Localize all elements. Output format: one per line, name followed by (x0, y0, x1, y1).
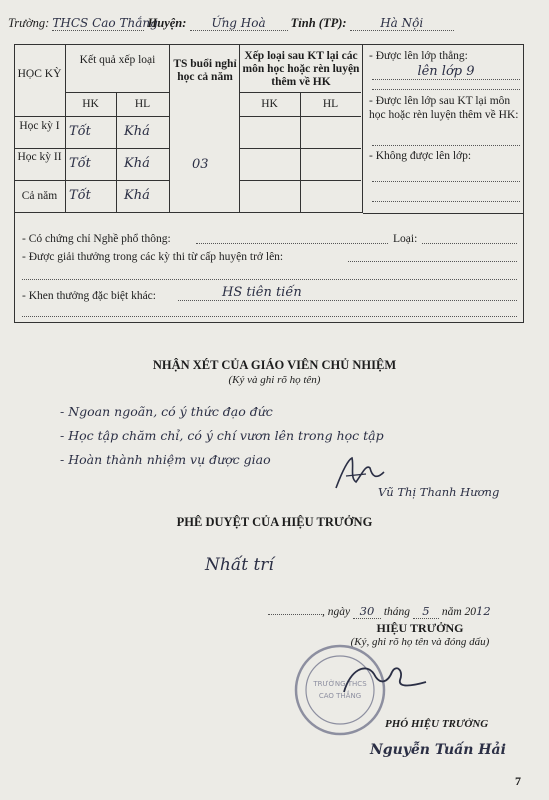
principal-section-title: PHÊ DUYỆT CỦA HIỆU TRƯỞNG (176, 515, 373, 529)
header-hl: HL (134, 98, 151, 110)
row-label: Cả năm (21, 190, 58, 202)
month-label: tháng (383, 606, 411, 618)
school-label: Trường: (8, 16, 50, 30)
dotted-line (196, 242, 388, 244)
grade-table (14, 44, 363, 213)
row-label: Học kỳ I (19, 120, 60, 132)
approval-text: Nhất trí (205, 555, 274, 575)
certificate-type-label: Loại: (393, 233, 418, 245)
header-xeploai-sau: Xếp loại sau KT lại các môn học hoặc rèn luyện thêm về HK (242, 50, 360, 88)
special-award-label: - Khen thưởng đặc biệt khác: (22, 290, 156, 302)
date-line (268, 604, 491, 619)
row-label: Học kỳ II (17, 151, 62, 163)
dotted-line (372, 88, 520, 90)
page-number: 7 (515, 774, 521, 788)
date-prefix: , ngày (322, 606, 351, 618)
dotted-line (348, 260, 517, 262)
certificate-label: - Có chứng chỉ Nghề phổ thông: (22, 233, 171, 245)
date-day: 30 (353, 604, 381, 619)
header-hl-retest: HL (322, 98, 339, 110)
teacher-comment-line: - Ngoan ngoãn, có ý thức đạo đức (60, 404, 273, 419)
absence-count: 03 (192, 157, 209, 172)
date-year: 12 (476, 604, 491, 618)
dotted-line (22, 278, 517, 280)
row-hl-value: Khá (124, 188, 150, 203)
promotion-straight-label: - Được lên lớp thẳng: (369, 50, 468, 62)
row-hl-value: Khá (124, 156, 150, 171)
header-ketqua: Kết quả xếp loại (79, 54, 156, 66)
row-hk-value: Tốt (69, 156, 91, 171)
teacher-section-subtitle: (Ký và ghi rõ họ tên) (228, 374, 321, 386)
dotted-line (22, 315, 517, 317)
district-label: Huyện: (147, 16, 187, 30)
award-label: - Được giải thưởng trong các kỳ thi từ cấp huyện trở lên: (22, 251, 284, 263)
school-value: THCS Cao Thắng (52, 16, 158, 30)
row-hk-value: Tốt (69, 124, 91, 139)
header-line (8, 16, 454, 31)
header-hk-retest: HK (261, 98, 278, 110)
province-value: Hà Nội (350, 16, 454, 31)
teacher-name: Vũ Thị Thanh Hương (378, 485, 500, 499)
teacher-comment-line: - Học tập chăm chỉ, có ý chí vươn lên trong học tập (60, 428, 384, 443)
date-month: 5 (413, 604, 439, 619)
year-label: năm 20 (441, 606, 476, 618)
header-hocky: HỌC KỲ (17, 68, 62, 80)
teacher-section-title: NHẬN XÉT CỦA GIÁO VIÊN CHỦ NHIỆM (152, 358, 397, 372)
dotted-line (422, 242, 517, 244)
special-award-value: HS tiên tiến (178, 285, 517, 301)
deputy-role: PHÓ HIỆU TRƯỞNG (385, 718, 489, 730)
svg-text:TRƯỜNG THCS: TRƯỜNG THCS (313, 680, 367, 688)
promotion-straight-value: lên lớp 9 (372, 64, 520, 80)
province-label: Tỉnh (TP): (290, 16, 347, 30)
dotted-line (372, 180, 520, 182)
district-value: Ứng Hoà (190, 16, 288, 31)
not-promoted-label: - Không được lên lớp: (369, 150, 472, 162)
principal-sign-note: (Ký, ghi rõ họ tên và đóng dấu) (350, 636, 490, 648)
principal-signature-icon (330, 652, 440, 712)
svg-text:CAO THẮNG: CAO THẮNG (318, 692, 362, 700)
row-hk-value: Tốt (69, 188, 91, 203)
dotted-line (372, 144, 520, 146)
deputy-name: Nguyễn Tuấn Hải (370, 742, 506, 758)
principal-role: HIỆU TRƯỞNG (376, 621, 464, 635)
row-hl-value: Khá (124, 124, 150, 139)
promotion-after-retest-label: - Được lên lớp sau KT lại môn học hoặc rèn luyện thêm về HK: (369, 95, 519, 121)
teacher-comment-line: - Hoàn thành nhiệm vụ được giao (60, 452, 271, 467)
header-tsbuoi: TS buổi nghỉ học cả năm (173, 58, 237, 83)
dotted-line (372, 200, 520, 202)
header-hk: HK (82, 98, 99, 110)
extra-info-box (14, 212, 524, 323)
